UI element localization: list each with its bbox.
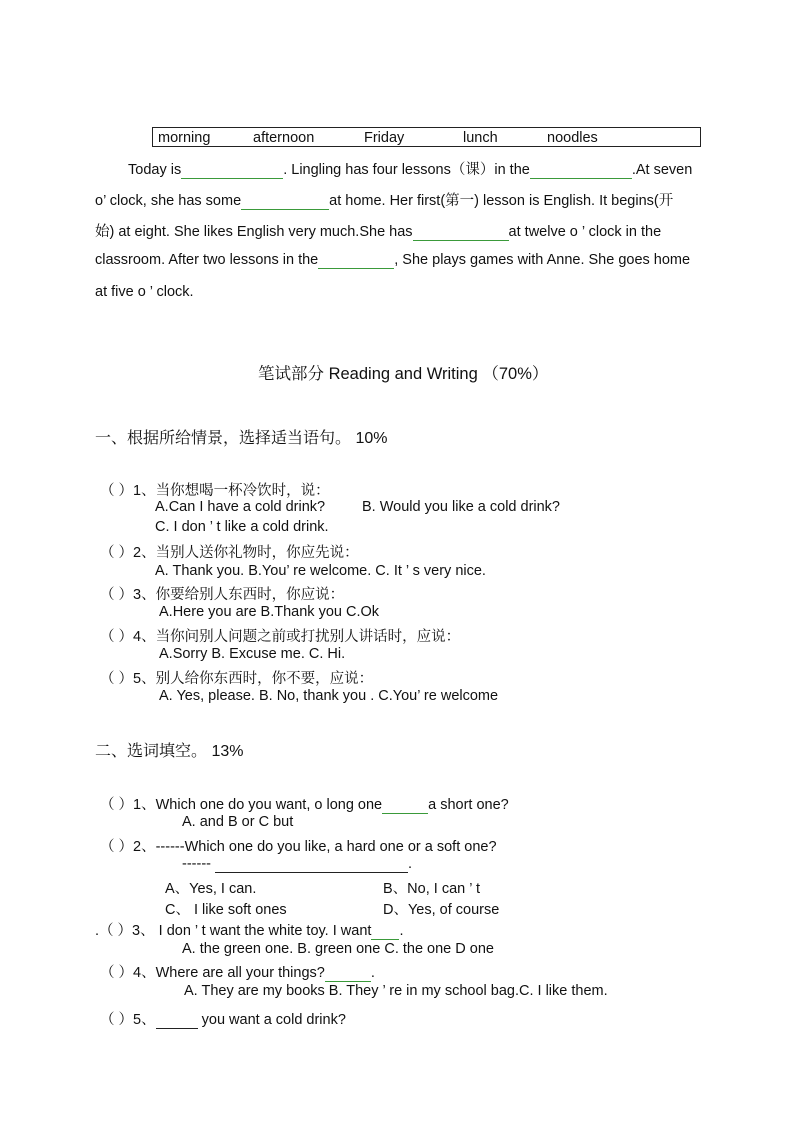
part2-question-3: .（ ）3、 I don ’ t want the white toy. I want . [95, 923, 404, 939]
passage-line-1 [128, 158, 692, 179]
part2-q2-answer-line: ------ . [182, 856, 413, 872]
part1-q1-option-b: B. Would you like a cold drink? [362, 499, 561, 515]
answer-blank [318, 252, 394, 269]
part1-q3-options: A.Here you are B.Thank you C.Ok [159, 604, 380, 620]
passage-line-4 [95, 252, 690, 269]
question-text: （ ）1、Which one do you want, o long one [100, 797, 383, 813]
part2-question-5 [100, 1008, 346, 1029]
passage-text: .At seven [631, 162, 693, 178]
passage-text: at twelve o ’ clock in the [508, 224, 662, 240]
passage-text: Today is [128, 162, 182, 178]
part2-q1-options: A. and B or C but [182, 814, 294, 830]
part2-q2-option-d: D、Yes, of course [383, 902, 500, 918]
answer-blank [325, 965, 371, 982]
answer-blank [413, 224, 509, 241]
answer-blank [530, 162, 632, 179]
part1-question-2: （ ）2、当别人送你礼物时，你应先说： [100, 545, 359, 561]
passage-text: , She plays games with Anne. She goes home [394, 252, 691, 268]
part2-q2-option-c: C、 I like soft ones [165, 902, 287, 918]
question-text: a short one? [428, 797, 509, 813]
word-bank-item: noodles [547, 130, 598, 146]
question-text: （ ）5、 [100, 1012, 156, 1028]
part2-question-1 [100, 793, 509, 814]
answer-blank [382, 797, 428, 814]
answer-blank [371, 923, 399, 940]
part1-question-1: （ ）1、当你想喝一杯冷饮时，说： [100, 483, 330, 499]
section-title: 笔试部分 Reading and Writing （70%） [258, 365, 549, 383]
part1-question-4: （ ）4、当你问别人问题之前或打扰别人讲话时，应说： [100, 629, 461, 645]
part2-question-4: （ ）4、Where are all your things? . [100, 965, 375, 981]
passage-text: at home. Her first(第一) lesson is English. It begins(开 [329, 193, 674, 209]
passage-line-2 [95, 189, 673, 210]
question-text: you want a cold drink? [201, 1012, 346, 1028]
part2-question-2: （ ）2、------Which one do you like, a hard one or a soft one? [100, 839, 497, 855]
word-bank-item: afternoon [253, 130, 315, 146]
part2-q4-options: A. They are my books B. They ’ re in my school bag.C. I like them. [184, 983, 608, 999]
part1-q2-options: A. Thank you. B.You’ re welcome. C. It ’ s very nice. [155, 563, 486, 579]
part2-heading: 二、选词填空。 13% [95, 743, 244, 760]
part1-heading: 一、根据所给情景，选择适当语句。 10% [95, 430, 388, 447]
part1-question-3: （ ）3、你要给别人东西时，你应说： [100, 587, 345, 603]
part1-q4-options: A.Sorry B. Excuse me. C. Hi. [159, 646, 346, 662]
word-bank-item: Friday [364, 130, 405, 146]
word-bank-box [152, 127, 701, 147]
question-text: （ ）4、Where are all your things? [100, 965, 325, 981]
part1-q1-option-a: A.Can I have a cold drink? [155, 499, 326, 515]
passage-text: classroom. After two lessons in the [95, 252, 319, 268]
question-text: .（ ）3、 I don ’ t want the white toy. I want [95, 923, 372, 939]
part2-q2-option-a: A、Yes, I can. [165, 881, 257, 897]
passage-text: 始) at eight. She likes English very much.She has [95, 224, 413, 240]
part2-q2-option-b: B、No, I can ’ t [383, 881, 480, 897]
dialogue-dash: ------ [182, 856, 211, 872]
part1-q5-options: A. Yes, please. B. No, thank you . C.You’ re welcome [159, 688, 499, 704]
passage-line-3 [95, 220, 661, 241]
passage-text: . Lingling has four lessons（课）in the [283, 162, 530, 178]
part1-question-5: （ ）5、别人给你东西时，你不要，应说： [100, 671, 374, 687]
word-bank-item: morning [158, 130, 211, 146]
passage-text: o’ clock, she has some [95, 193, 242, 209]
passage-line-5: at five o ’ clock. [95, 284, 194, 300]
answer-blank [215, 856, 408, 873]
word-bank-item: lunch [463, 130, 498, 146]
answer-blank [181, 162, 283, 179]
answer-blank [241, 193, 329, 210]
part1-q1-option-c: C. I don ’ t like a cold drink. [155, 519, 329, 535]
answer-blank [156, 1012, 198, 1029]
part2-q3-options: A. the green one. B. green one C. the one D one [182, 941, 494, 957]
